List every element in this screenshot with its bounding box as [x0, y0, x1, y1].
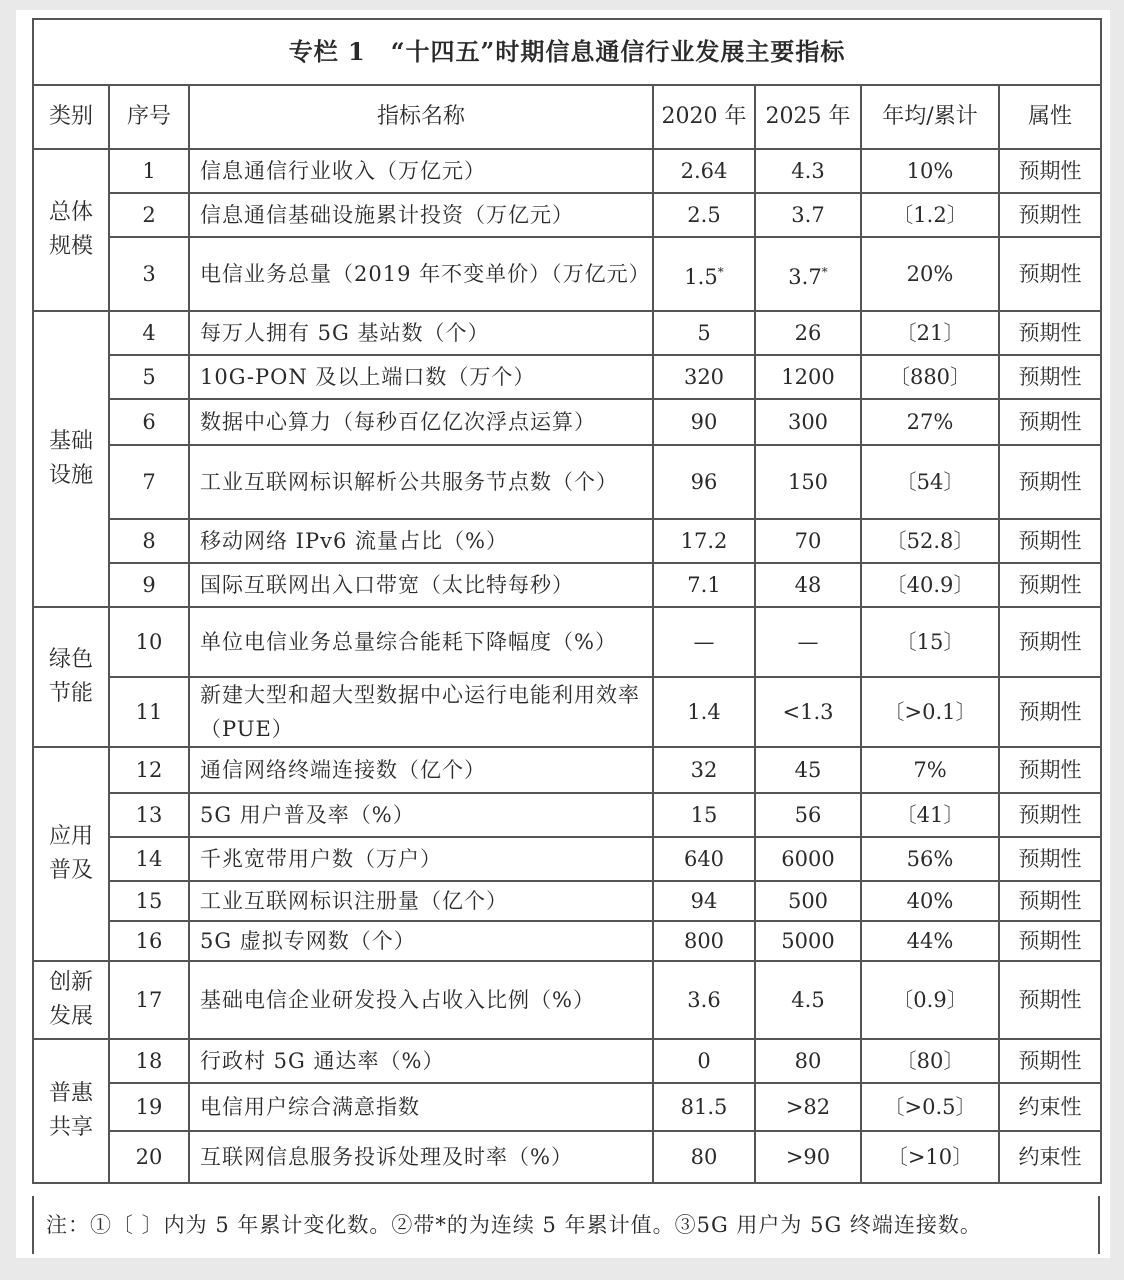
value-2020-cell: 1.5*: [653, 237, 755, 311]
value-2020-cell: 640: [653, 837, 755, 881]
asterisk-mark: *: [717, 264, 724, 279]
avg-cumulative-cell: 〔21〕: [861, 311, 999, 355]
value-2025-cell: <1.3: [755, 677, 861, 747]
attribute-cell: 预期性: [999, 747, 1101, 793]
table-note: 注：①〔 〕内为 5 年累计变化数。②带*的为连续 5 年累计值。③5G 用户为 5G 终端连接数。: [32, 1196, 1100, 1254]
table-row: [33, 881, 1101, 921]
header-attr: 属性: [999, 85, 1101, 149]
value-2020-cell: 90: [653, 399, 755, 445]
avg-cumulative-cell: 〔>0.1〕: [861, 677, 999, 747]
value-2020-cell: 80: [653, 1131, 755, 1183]
asterisk-mark: *: [821, 264, 828, 279]
table-row: [33, 1083, 1101, 1131]
table-row: [33, 149, 1101, 193]
index-cell: 14: [109, 837, 189, 881]
category-label-line2: 共享: [48, 1115, 93, 1140]
value-2020-cell: 5: [653, 311, 755, 355]
value-2025-cell: >82: [755, 1083, 861, 1131]
category-label-line1: 总体: [48, 200, 93, 225]
table-row: [33, 677, 1101, 747]
indicator-name-cell: 5G 用户普及率（%）: [189, 793, 653, 837]
indicator-name-cell: 5G 虚拟专网数（个）: [189, 921, 653, 961]
category-cell: [33, 149, 109, 311]
category-cell: [33, 961, 109, 1039]
avg-cumulative-cell: 〔1.2〕: [861, 193, 999, 237]
value-2025-cell: 70: [755, 519, 861, 563]
category-label-line2: 发展: [48, 1004, 93, 1029]
table-row: [33, 563, 1101, 607]
header-category: 类别: [33, 85, 109, 149]
indicator-name-cell: 电信业务总量（2019 年不变单价）（万亿元）: [189, 237, 653, 311]
table-row: [33, 399, 1101, 445]
value-2025-cell: 4.3: [755, 149, 861, 193]
header-2025: 2025 年: [755, 85, 861, 149]
value-2020-cell: 0: [653, 1039, 755, 1083]
attribute-cell: 约束性: [999, 1131, 1101, 1183]
index-cell: 9: [109, 563, 189, 607]
header-2020: 2020 年: [653, 85, 755, 149]
indicator-name-cell: 电信用户综合满意指数: [189, 1083, 653, 1131]
header-row: [33, 85, 1101, 149]
index-cell: 13: [109, 793, 189, 837]
value-2025-cell: 1200: [755, 355, 861, 399]
attribute-cell: 预期性: [999, 193, 1101, 237]
index-cell: 8: [109, 519, 189, 563]
table-row: [33, 193, 1101, 237]
indicator-name-cell: 信息通信基础设施累计投资（万亿元）: [189, 193, 653, 237]
attribute-cell: 预期性: [999, 793, 1101, 837]
value-2025-cell: 4.5: [755, 961, 861, 1039]
indicator-name-cell: 行政村 5G 通达率（%）: [189, 1039, 653, 1083]
category-cell: [33, 1039, 109, 1183]
value-2025-cell: —: [755, 607, 861, 677]
table-row: [33, 921, 1101, 961]
attribute-cell: 预期性: [999, 519, 1101, 563]
avg-cumulative-cell: 〔41〕: [861, 793, 999, 837]
value-2025-cell: 300: [755, 399, 861, 445]
value-2025-cell: 26: [755, 311, 861, 355]
value-2025-cell: 150: [755, 445, 861, 519]
avg-cumulative-cell: 7%: [861, 747, 999, 793]
value-2020-cell: 800: [653, 921, 755, 961]
header-name: 指标名称: [189, 85, 653, 149]
table-row: [33, 355, 1101, 399]
value-2025-cell: 3.7*: [755, 237, 861, 311]
category-label-line1: 普惠: [48, 1081, 93, 1106]
category-cell: [33, 607, 109, 747]
value-2020-cell: 3.6: [653, 961, 755, 1039]
indicator-name-cell: 基础电信企业研发投入占收入比例（%）: [189, 961, 653, 1039]
table-row: [33, 1131, 1101, 1183]
value-2025-cell: 45: [755, 747, 861, 793]
avg-cumulative-cell: 〔>0.5〕: [861, 1083, 999, 1131]
index-cell: 3: [109, 237, 189, 311]
table-row: [33, 311, 1101, 355]
value-2020-cell: 17.2: [653, 519, 755, 563]
category-label-line2: 规模: [48, 234, 93, 259]
header-index: 序号: [109, 85, 189, 149]
table-row: [33, 237, 1101, 311]
table-row: [33, 837, 1101, 881]
avg-cumulative-cell: 〔52.8〕: [861, 519, 999, 563]
value-2020-cell: 2.64: [653, 149, 755, 193]
index-cell: 5: [109, 355, 189, 399]
index-cell: 6: [109, 399, 189, 445]
indicator-name-cell: 千兆宽带用户数（万户）: [189, 837, 653, 881]
attribute-cell: 预期性: [999, 311, 1101, 355]
attribute-cell: 预期性: [999, 149, 1101, 193]
avg-cumulative-cell: 27%: [861, 399, 999, 445]
header-avg: 年均/累计: [861, 85, 999, 149]
category-label-line2: 设施: [48, 463, 93, 488]
attribute-cell: 预期性: [999, 921, 1101, 961]
attribute-cell: 约束性: [999, 1083, 1101, 1131]
table-title: 专栏 1 “十四五”时期信息通信行业发展主要指标: [33, 19, 1101, 85]
avg-cumulative-cell: 〔80〕: [861, 1039, 999, 1083]
value-2025-cell: 5000: [755, 921, 861, 961]
document-page: [16, 10, 1110, 1258]
indicator-name-cell: 数据中心算力（每秒百亿亿次浮点运算）: [189, 399, 653, 445]
category-label-line2: 节能: [48, 681, 93, 706]
attribute-cell: 预期性: [999, 961, 1101, 1039]
attribute-cell: 预期性: [999, 399, 1101, 445]
avg-cumulative-cell: 〔15〕: [861, 607, 999, 677]
category-cell: [33, 311, 109, 607]
index-cell: 19: [109, 1083, 189, 1131]
attribute-cell: 预期性: [999, 607, 1101, 677]
attribute-cell: 预期性: [999, 837, 1101, 881]
table-row: [33, 445, 1101, 519]
table-row: [33, 607, 1101, 677]
indicator-name-cell: 信息通信行业收入（万亿元）: [189, 149, 653, 193]
table-row: [33, 1039, 1101, 1083]
index-cell: 4: [109, 311, 189, 355]
index-cell: 15: [109, 881, 189, 921]
avg-cumulative-cell: 10%: [861, 149, 999, 193]
value-2025-cell: 48: [755, 563, 861, 607]
index-cell: 11: [109, 677, 189, 747]
table-row: [33, 519, 1101, 563]
index-cell: 10: [109, 607, 189, 677]
value-2025-cell: >90: [755, 1131, 861, 1183]
value-2020-cell: 32: [653, 747, 755, 793]
avg-cumulative-cell: 〔40.9〕: [861, 563, 999, 607]
attribute-cell: 预期性: [999, 237, 1101, 311]
indicator-name-cell: 工业互联网标识解析公共服务节点数（个）: [189, 445, 653, 519]
value-2025-cell: 6000: [755, 837, 861, 881]
value-2025-cell: 3.7: [755, 193, 861, 237]
avg-cumulative-cell: 20%: [861, 237, 999, 311]
indicator-name-cell: 互联网信息服务投诉处理及时率（%）: [189, 1131, 653, 1183]
value-2020-cell: 94: [653, 881, 755, 921]
value-2025-cell: 56: [755, 793, 861, 837]
table-row: [33, 747, 1101, 793]
value-2025-cell: 80: [755, 1039, 861, 1083]
avg-cumulative-cell: 〔0.9〕: [861, 961, 999, 1039]
index-cell: 17: [109, 961, 189, 1039]
indicator-name-cell: 工业互联网标识注册量（亿个）: [189, 881, 653, 921]
value-2020-cell: —: [653, 607, 755, 677]
attribute-cell: 预期性: [999, 881, 1101, 921]
category-label-line1: 绿色: [48, 647, 93, 672]
indicator-name-cell: 新建大型和超大型数据中心运行电能利用效率（PUE）: [189, 677, 653, 747]
category-cell: [33, 747, 109, 961]
value-2020-cell: 1.4: [653, 677, 755, 747]
index-cell: 12: [109, 747, 189, 793]
index-cell: 20: [109, 1131, 189, 1183]
attribute-cell: 预期性: [999, 445, 1101, 519]
indicator-table: [32, 18, 1102, 1184]
value-2020-cell: 15: [653, 793, 755, 837]
value-2020-cell: 96: [653, 445, 755, 519]
indicator-name-cell: 移动网络 IPv6 流量占比（%）: [189, 519, 653, 563]
category-label-line1: 创新: [48, 970, 93, 995]
avg-cumulative-cell: 56%: [861, 837, 999, 881]
index-cell: 1: [109, 149, 189, 193]
category-label-line1: 基础: [48, 429, 93, 454]
index-cell: 2: [109, 193, 189, 237]
attribute-cell: 预期性: [999, 677, 1101, 747]
index-cell: 18: [109, 1039, 189, 1083]
value-2020-cell: 81.5: [653, 1083, 755, 1131]
indicator-name-cell: 每万人拥有 5G 基站数（个）: [189, 311, 653, 355]
index-cell: 7: [109, 445, 189, 519]
value-2020-cell: 7.1: [653, 563, 755, 607]
avg-cumulative-cell: 〔54〕: [861, 445, 999, 519]
avg-cumulative-cell: 44%: [861, 921, 999, 961]
table-row: [33, 961, 1101, 1039]
indicator-name-cell: 10G-PON 及以上端口数（万个）: [189, 355, 653, 399]
avg-cumulative-cell: 40%: [861, 881, 999, 921]
category-label-line1: 应用: [48, 824, 93, 849]
value-2020-cell: 2.5: [653, 193, 755, 237]
indicator-name-cell: 国际互联网出入口带宽（太比特每秒）: [189, 563, 653, 607]
avg-cumulative-cell: 〔880〕: [861, 355, 999, 399]
avg-cumulative-cell: 〔>10〕: [861, 1131, 999, 1183]
attribute-cell: 预期性: [999, 1039, 1101, 1083]
value-2025-cell: 500: [755, 881, 861, 921]
indicator-name-cell: 单位电信业务总量综合能耗下降幅度（%）: [189, 607, 653, 677]
index-cell: 16: [109, 921, 189, 961]
indicator-name-cell: 通信网络终端连接数（亿个）: [189, 747, 653, 793]
table-row: [33, 793, 1101, 837]
category-label-line2: 普及: [48, 858, 93, 883]
attribute-cell: 预期性: [999, 355, 1101, 399]
attribute-cell: 预期性: [999, 563, 1101, 607]
value-2020-cell: 320: [653, 355, 755, 399]
